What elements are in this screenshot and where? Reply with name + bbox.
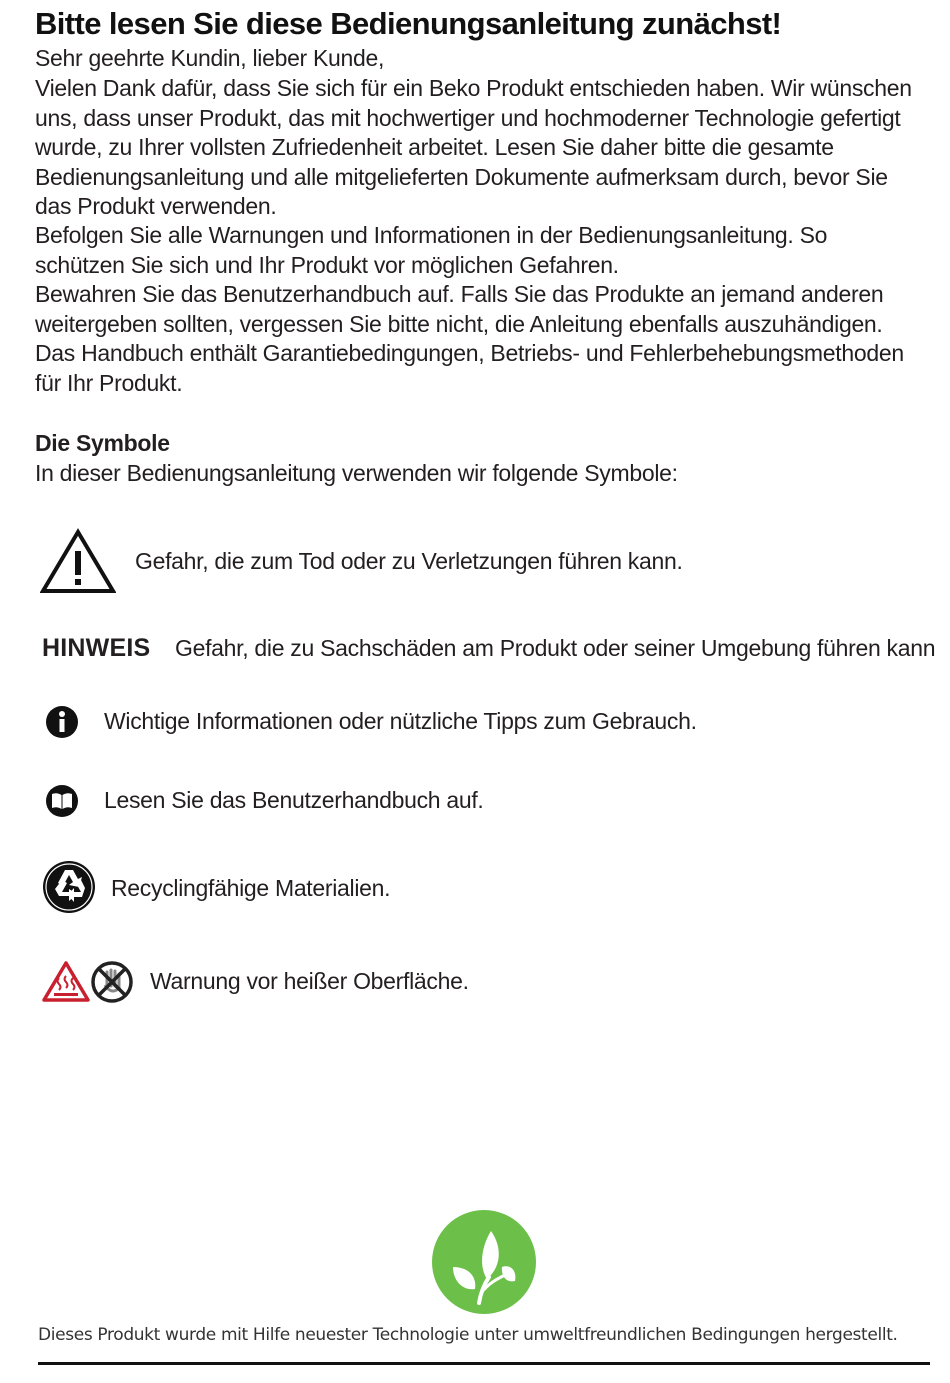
page-title: Bitte lesen Sie diese Bedienungsanleitung zunächst! [35, 6, 782, 41]
intro-paragraph: Vielen Dank dafür, dass Sie sich für ein Beko Produkt entschieden haben. Wir wünschen uns, dass unser Produkt, das mit hochwertiger und hochmoderner Technologie gefertigt wurde, zu Ihrer vollsten Zufriedenheit arbeitet. Lesen Sie daher bitte die gesamte Bedienungsanleitung und alle mitgelieferten Dokumente aufmerksam durch, bevor Sie das Produkt verwenden. [35, 75, 912, 219]
symbol-notice-text: Gefahr, die zu Sachschäden am Produkt oder seiner Umgebung führen kann [175, 635, 936, 661]
bottom-divider [38, 1362, 930, 1365]
symbols-heading: Die Symbole [35, 430, 170, 456]
symbol-info-text: Wichtige Informationen oder nützliche Tipps zum Gebrauch. [104, 708, 697, 734]
symbol-row-manual [0, 781, 950, 821]
info-icon [44, 704, 80, 745]
leaf-eco-icon [431, 1209, 537, 1320]
warning-triangle-icon [40, 528, 116, 599]
symbol-manual-text: Lesen Sie das Benutzerhandbuch auf. [104, 787, 484, 813]
symbols-intro: In dieser Bedienungsanleitung verwenden wir folgende Symbole: [35, 460, 678, 486]
notice-label: HINWEIS [42, 634, 151, 662]
symbol-danger-text: Gefahr, die zum Tod oder zu Verletzungen führen kann. [135, 548, 683, 574]
no-touch-icon [90, 960, 134, 1009]
symbol-hot-surface-text: Warnung vor heißer Oberfläche. [150, 968, 469, 994]
symbol-row-notice [0, 632, 950, 672]
greeting: Sehr geehrte Kundin, lieber Kunde, [35, 45, 385, 71]
book-icon [44, 783, 80, 824]
recycle-icon [41, 859, 97, 920]
symbol-row-hot-surface [0, 958, 950, 1008]
symbol-recycle-text: Recyclingfähige Materialien. [111, 875, 391, 901]
keep-manual-paragraph: Bewahren Sie das Benutzerhandbuch auf. Falls Sie das Produkte an jemand anderen weitergeben sollten, vergessen Sie bitte nicht, die Anleitung ebenfalls auszuhändigen. Das Handbuch enthält Garantiebedingungen, Betriebs- und Fehlerbehebungsmethoden für Ihr Produkt. [35, 281, 904, 396]
symbol-row-recycle [0, 858, 950, 918]
warnings-paragraph: Befolgen Sie alle Warnungen und Informationen in der Bedienungsanleitung. So schützen Sie sich und Ihr Produkt vor möglichen Gefahren. [35, 222, 828, 278]
hot-surface-icon [42, 960, 90, 1007]
symbol-row-danger [0, 528, 950, 598]
eco-statement: Dieses Produkt wurde mit Hilfe neuester Technologie unter umweltfreundlichen Bedingungen hergestellt. [38, 1325, 898, 1345]
symbol-row-info [0, 703, 950, 743]
